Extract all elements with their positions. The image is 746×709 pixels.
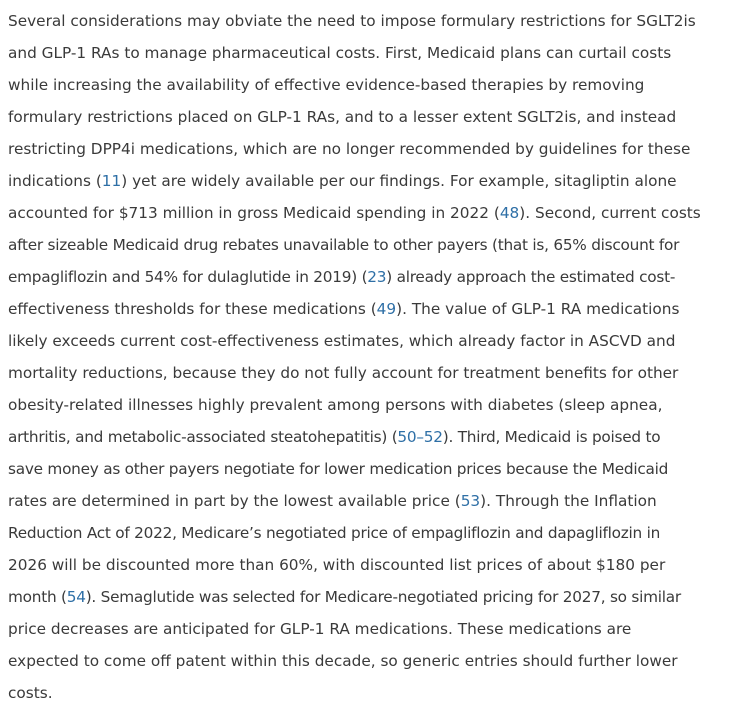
reference-link[interactable]: 11 — [101, 172, 122, 190]
text-line — [8, 133, 746, 165]
text-line — [8, 357, 746, 389]
text-segment: likely exceeds current cost-effectiveness estimates, which already factor in ASCVD and — [8, 332, 676, 350]
text-line — [8, 69, 746, 101]
text-segment: ) already approach the estimated cost- — [386, 268, 676, 286]
text-segment: restricting DPP4i medications, which are no longer recommended by guidelines for these — [8, 140, 691, 158]
text-segment: effectiveness thresholds for these medications ( — [8, 300, 377, 318]
body-paragraph — [8, 5, 746, 709]
text-line — [8, 453, 746, 485]
reference-link[interactable]: 54 — [66, 588, 86, 606]
text-segment: Reduction Act of 2022, Medicare’s negotiated price of empagliflozin and dapagliflozin in — [8, 524, 661, 542]
text-segment: 2026 will be discounted more than 60%, with discounted list prices of about $180 per — [8, 556, 666, 574]
text-line — [8, 549, 746, 581]
text-segment: while increasing the availability of effective evidence-based therapies by removing — [8, 76, 645, 94]
text-segment: ). Second, current costs — [519, 204, 701, 222]
text-line — [8, 677, 746, 709]
text-line — [8, 325, 746, 357]
text-line — [8, 421, 746, 453]
text-line — [8, 581, 746, 613]
text-segment: ). The value of GLP-1 RA medications — [396, 300, 680, 318]
text-segment: obesity-related illnesses highly prevalent among persons with diabetes (sleep apnea, — [8, 396, 663, 414]
text-segment: Several considerations may obviate the need to impose formulary restrictions for SGLT2is — [8, 12, 696, 30]
text-segment: ) yet are widely available per our findings. For example, sitagliptin alone — [121, 172, 677, 190]
reference-link[interactable]: 49 — [376, 300, 397, 318]
text-segment: ). Semaglutide was selected for Medicare-negotiated pricing for 2027, so similar — [85, 588, 681, 606]
text-segment: indications — [8, 172, 96, 190]
text-segment: costs. — [8, 684, 53, 702]
reference-link[interactable]: 23 — [367, 268, 387, 286]
text-segment: price decreases are anticipated for GLP-1 RA medications. These medications are — [8, 620, 632, 638]
text-segment: ). Third, Medicaid is poised to — [442, 428, 661, 446]
text-segment: formulary restrictions placed on GLP-1 RAs, and to a lesser extent SGLT2is, and instead — [8, 108, 677, 126]
text-line — [8, 261, 746, 293]
reference-link[interactable]: 53 — [460, 492, 481, 510]
text-line — [8, 101, 746, 133]
text-segment: after sizeable Medicaid drug rebates unavailable to other payers (that is, 65% discount for — [8, 236, 680, 254]
reference-link[interactable]: 50–52 — [397, 428, 443, 446]
text-segment: rates are determined in part by the lowest available price ( — [8, 492, 461, 510]
text-line — [8, 293, 746, 325]
text-line — [8, 517, 746, 549]
text-line — [8, 229, 746, 261]
text-segment: expected to come off patent within this decade, so generic entries should further lower — [8, 652, 678, 670]
text-segment: arthritis, and metabolic-associated steatohepatitis) ( — [8, 428, 398, 446]
text-line — [8, 485, 746, 517]
text-line — [8, 5, 746, 37]
text-segment: ( — [95, 172, 102, 190]
text-line — [8, 165, 746, 197]
text-segment: mortality reductions, because they do not fully account for treatment benefits for other — [8, 364, 679, 382]
reference-link[interactable]: 48 — [499, 204, 520, 222]
text-segment: ). Through the Inflation — [480, 492, 657, 510]
text-segment: empagliflozin and 54% for dulaglutide in 2019) ( — [8, 268, 368, 286]
text-line — [8, 197, 746, 229]
text-segment: and GLP-1 RAs to manage pharmaceutical costs. First, Medicaid plans can curtail costs — [8, 44, 672, 62]
text-line — [8, 389, 746, 421]
text-line — [8, 613, 746, 645]
text-segment: accounted for $713 million in gross Medicaid spending in 2022 ( — [8, 204, 500, 222]
text-line — [8, 37, 746, 69]
text-segment: month ( — [8, 588, 67, 606]
text-segment: save money as other payers negotiate for lower medication prices because the Medicaid — [8, 460, 669, 478]
text-line — [8, 645, 746, 677]
